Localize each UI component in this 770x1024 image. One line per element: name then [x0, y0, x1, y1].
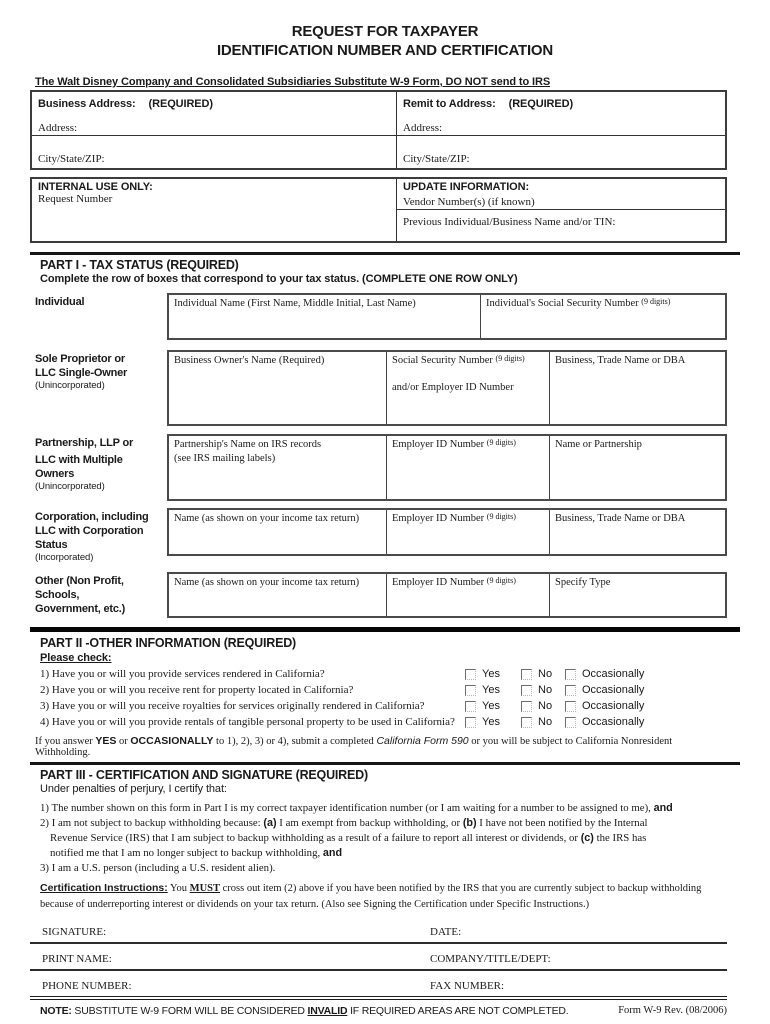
tax-status-row-sole-proprietor: [30, 350, 727, 426]
previous-name-tin-cell[interactable]: [397, 210, 725, 241]
q3-occasionally-checkbox[interactable]: [565, 701, 576, 712]
certification-instructions: Certification Instructions: You MUST cross out item (2) above if you have been notified by the IRS that you are currently subject to backup withholding because of underreporting interest or dividends on your tax return. (Also see Signing the Certification under Specific Instructions.): [40, 882, 702, 910]
update-information-header: UPDATE INFORMATION:: [403, 181, 530, 193]
please-check-label: Please check:: [40, 652, 112, 664]
q4-yes-checkbox[interactable]: [465, 717, 476, 728]
other-specify-type-field[interactable]: Specify Type: [549, 574, 725, 616]
row-sublabel-unincorporated-2: (Unincorporated): [35, 481, 105, 492]
tax-status-row-partnership: [30, 434, 727, 501]
signature-label: SIGNATURE:: [42, 926, 107, 938]
tax-status-row-individual: [30, 293, 727, 340]
q3-yes-label: Yes: [482, 700, 500, 712]
row-label-partnership-2: LLC with Multiple Owners: [35, 454, 123, 480]
q4-occasionally-checkbox[interactable]: [565, 717, 576, 728]
form-revision-label: Form W-9 Rev. (08/2006): [618, 1005, 727, 1016]
question-1-text: 1) Have you or will you provide services rendered in California?: [40, 668, 325, 680]
certification-item-3: 3) I am a U.S. person (including a U.S. resident alien).: [40, 862, 276, 874]
corporation-ein-field[interactable]: Employer ID Number (9 digits): [386, 510, 549, 554]
question-row-2: [30, 682, 727, 698]
phone-fax-row: [30, 971, 727, 1000]
remit-address-header: Remit to Address:: [403, 98, 496, 110]
bottom-note-row: [30, 1005, 727, 1017]
other-ein-field[interactable]: Employer ID Number (9 digits): [386, 574, 549, 616]
address-box: [30, 90, 727, 170]
q3-no-checkbox[interactable]: [521, 701, 532, 712]
phone-number-field[interactable]: [132, 980, 430, 992]
remit-city-label: City/State/ZIP:: [403, 153, 470, 165]
row-label-other-2: Government, etc.): [35, 603, 126, 615]
company-title-dept-label: COMPANY/TITLE/DEPT:: [430, 953, 551, 965]
internal-use-cell[interactable]: [32, 179, 397, 241]
corporation-trade-name-field[interactable]: Business, Trade Name or DBA: [549, 510, 725, 554]
tax-status-row-corporation: [30, 508, 727, 564]
print-name-company-row: [30, 944, 727, 971]
vendor-number-cell[interactable]: [397, 179, 725, 210]
date-label: DATE:: [430, 926, 462, 938]
q2-no-checkbox[interactable]: [521, 685, 532, 696]
business-city-label: City/State/ZIP:: [38, 153, 105, 165]
part2-heading: PART II -OTHER INFORMATION (REQUIRED): [40, 636, 297, 650]
certification-item-2-line3: notified me that I am no longer subject to backup withholding, and: [50, 847, 343, 859]
individual-name-field[interactable]: Individual Name (First Name, Middle Initial, Last Name): [174, 298, 416, 309]
q2-yes-label: Yes: [482, 684, 500, 696]
business-city-state-zip-cell[interactable]: [32, 136, 397, 168]
remit-address-cell[interactable]: [397, 92, 725, 135]
question-row-4: [30, 714, 727, 730]
part2-footer-note: If you answer YES or OCCASIONALLY to 1), 2), 3) or 4), submit a completed California Form 590 or you will be subject to California Nonresident Withholding.: [35, 735, 673, 758]
part3-heading: PART III - CERTIFICATION AND SIGNATURE (REQUIRED): [40, 768, 368, 782]
row-sublabel-unincorporated: (Unincorporated): [35, 380, 105, 391]
company-title-dept-field[interactable]: [551, 953, 727, 965]
q1-yes-label: Yes: [482, 668, 500, 680]
q1-occasionally-checkbox[interactable]: [565, 669, 576, 680]
row-sublabel-incorporated: (Incorporated): [35, 552, 94, 563]
q2-occasionally-label: Occasionally: [582, 684, 645, 696]
perjury-intro: Under penalties of perjury, I certify that:: [40, 783, 227, 795]
q3-no-label: No: [538, 700, 553, 712]
form-title: [0, 0, 770, 60]
q1-no-checkbox[interactable]: [521, 669, 532, 680]
internal-update-box: [30, 177, 727, 243]
vendor-number-label: Vendor Number(s) (if known): [403, 196, 535, 208]
print-name-label: PRINT NAME:: [42, 953, 112, 965]
row-label-corporation-2: LLC with Corporation Status: [35, 525, 144, 551]
business-address-label: Address:: [38, 122, 78, 134]
row-label-other: Other (Non Profit, Schools,: [35, 575, 124, 601]
remit-address-label: Address:: [403, 122, 443, 134]
request-number-label: Request Number: [38, 193, 113, 205]
corporation-name-field[interactable]: Name (as shown on your income tax return): [174, 513, 360, 524]
q3-occasionally-label: Occasionally: [582, 700, 645, 712]
remit-city-state-zip-cell[interactable]: [397, 136, 725, 168]
certification-item-1: 1) The number shown on this form in Part I is my correct taxpayer identification number (or I am waiting for a number to be assigned to me), and: [40, 802, 673, 814]
signature-date-row: [30, 917, 727, 944]
part1-subheading: Complete the row of boxes that correspond to your tax status. (COMPLETE ONE ROW ONLY): [40, 273, 518, 285]
business-address-cell[interactable]: [32, 92, 397, 135]
q1-occasionally-label: Occasionally: [582, 668, 645, 680]
phone-number-label: PHONE NUMBER:: [42, 980, 132, 992]
q1-yes-checkbox[interactable]: [465, 669, 476, 680]
row-label-corporation: Corporation, including: [35, 511, 149, 523]
q4-no-label: No: [538, 716, 553, 728]
question-4-text: 4) Have you or will you provide rentals of tangible personal property to be used in California?: [40, 716, 455, 728]
other-name-field[interactable]: Name (as shown on your income tax return): [174, 577, 360, 588]
trade-name-dba-field[interactable]: Business, Trade Name or DBA: [549, 352, 725, 424]
business-address-required: (REQUIRED): [148, 98, 213, 110]
fax-number-label: FAX NUMBER:: [430, 980, 505, 992]
certification-item-2-line1: 2) I am not subject to backup withholding because: (a) I am exempt from backup withholding, or (b) I have not been notified by the Internal: [40, 817, 648, 829]
q3-yes-checkbox[interactable]: [465, 701, 476, 712]
row-label-sole-proprietor: Sole Proprietor or: [35, 353, 125, 365]
question-2-text: 2) Have you or will you receive rent for property located in California?: [40, 684, 354, 696]
previous-name-tin-label: Previous Individual/Business Name and/or TIN:: [403, 216, 616, 228]
fax-number-field[interactable]: [504, 980, 727, 992]
invalid-note: NOTE: SUBSTITUTE W-9 FORM WILL BE CONSIDERED INVALID IF REQUIRED AREAS ARE NOT COMPLETED.: [40, 1005, 569, 1017]
q4-occasionally-label: Occasionally: [582, 716, 645, 728]
tax-status-row-other: [30, 572, 727, 618]
signature-field[interactable]: [106, 926, 430, 938]
form-subtitle: The Walt Disney Company and Consolidated Subsidiaries Substitute W-9 Form, DO NOT send to IRS: [35, 76, 551, 88]
row-label-partnership: Partnership, LLP or: [35, 437, 134, 449]
partnership-ein-field[interactable]: Employer ID Number (9 digits): [386, 436, 549, 499]
row-label-sole-proprietor-2: LLC Single-Owner: [35, 367, 128, 379]
form-title-line1: REQUEST FOR TAXPAYER: [291, 23, 479, 40]
partnership-name-field[interactable]: Partnership's Name on IRS records (see IRS mailing labels): [174, 439, 322, 464]
part1-heading: PART I - TAX STATUS (REQUIRED): [40, 258, 239, 272]
form-title-line2: IDENTIFICATION NUMBER AND CERTIFICATION: [216, 42, 554, 59]
remit-address-required: (REQUIRED): [508, 98, 574, 110]
question-row-1: [30, 666, 727, 682]
question-3-text: 3) Have you or will you receive royalties for services originally rendered in California?: [40, 700, 425, 712]
business-owner-name-field[interactable]: Business Owner's Name (Required): [174, 355, 325, 366]
q4-no-checkbox[interactable]: [521, 717, 532, 728]
question-row-3: [30, 698, 727, 714]
q4-yes-label: Yes: [482, 716, 500, 728]
q2-yes-checkbox[interactable]: [465, 685, 476, 696]
date-field[interactable]: [461, 926, 727, 938]
individual-ssn-field[interactable]: Individual's Social Security Number (9 digits): [480, 295, 725, 338]
q2-occasionally-checkbox[interactable]: [565, 685, 576, 696]
partnership-trade-name-field[interactable]: Name or Partnership: [549, 436, 725, 499]
section-rule-part1: [30, 252, 740, 255]
row-label-individual: Individual: [35, 296, 85, 308]
section-rule-part3: [30, 762, 740, 765]
business-address-header: Business Address:: [38, 98, 136, 110]
section-rule-part2: [30, 627, 740, 632]
internal-use-header: INTERNAL USE ONLY:: [38, 181, 153, 193]
q1-no-label: No: [538, 668, 553, 680]
ssn-or-ein-field[interactable]: Social Security Number (9 digits) and/or Employer ID Number: [386, 352, 549, 424]
print-name-field[interactable]: [112, 953, 430, 965]
certification-item-2-line2: Revenue Service (IRS) that I am subject to backup withholding as a result of a failure to report all interest or dividends, or (c) the IRS has: [50, 832, 647, 844]
q2-no-label: No: [538, 684, 553, 696]
